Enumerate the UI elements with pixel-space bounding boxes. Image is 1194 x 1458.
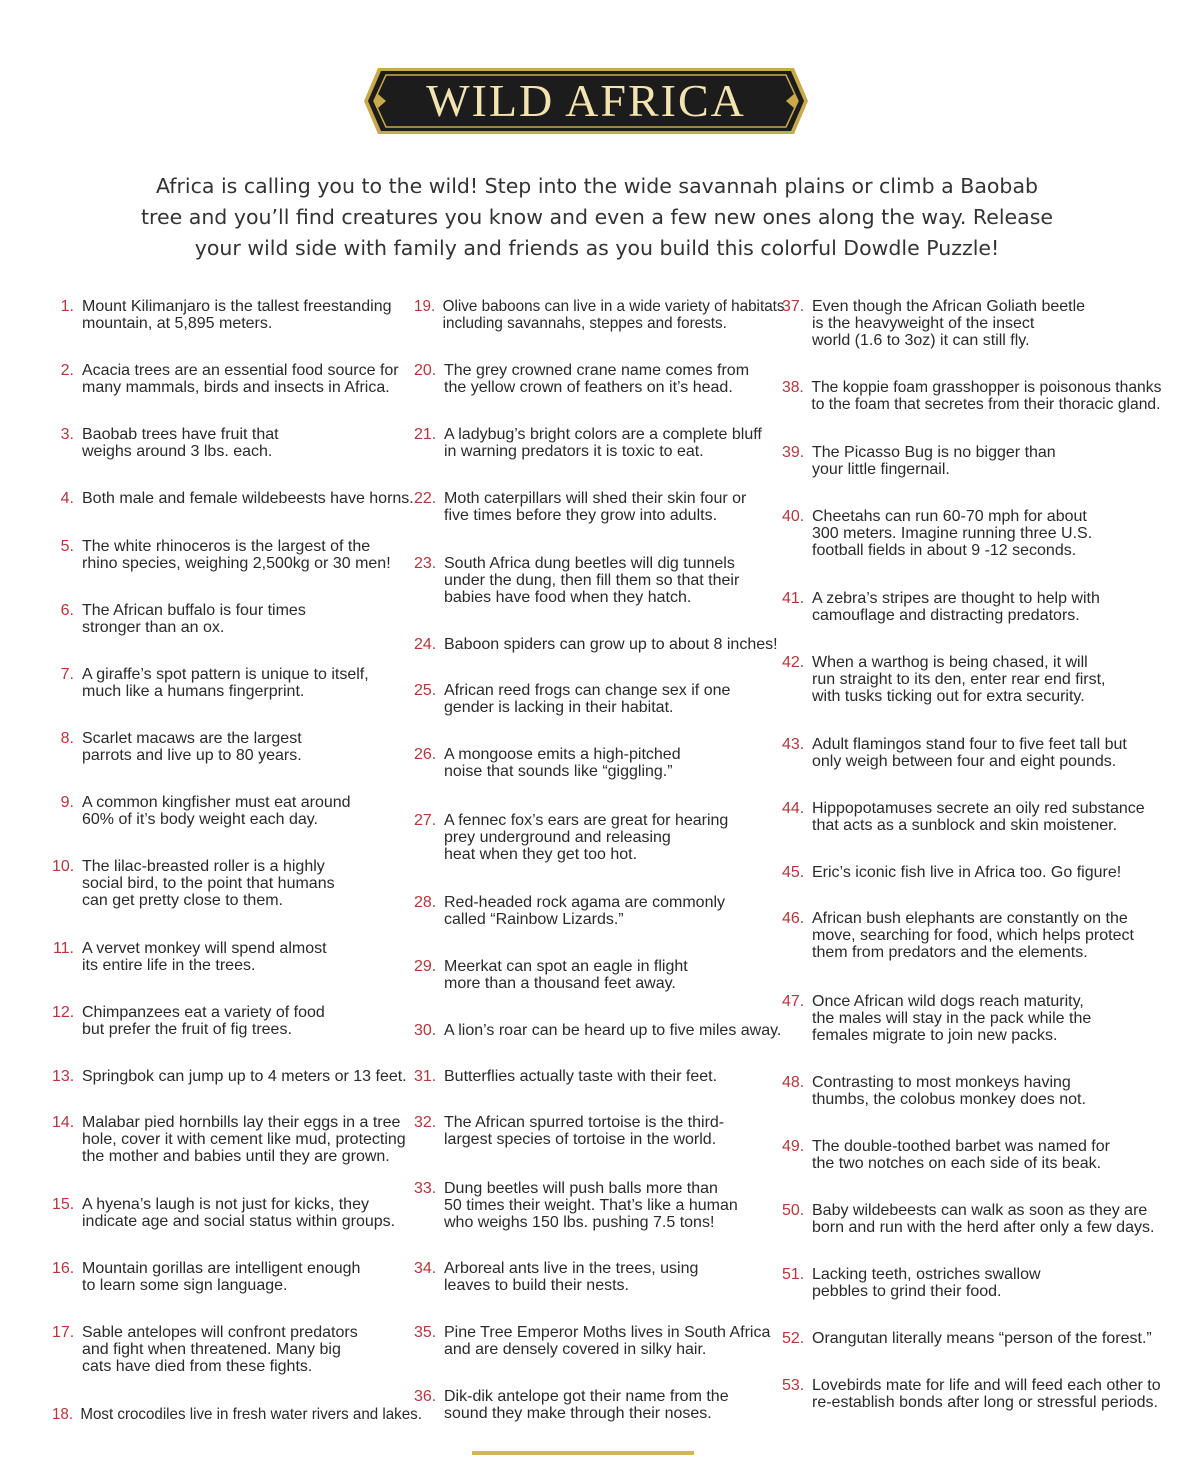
fact-text: Contrasting to most monkeys having thumbs, the colobus monkey does not. xyxy=(812,1074,1086,1108)
fact-number: 49. xyxy=(782,1138,805,1155)
fact-item xyxy=(414,746,681,780)
fact-number: 3. xyxy=(60,426,74,443)
fact-item xyxy=(52,1260,360,1294)
fact-item xyxy=(414,636,778,653)
fact-item xyxy=(52,362,399,396)
fact-text: Springbok can jump up to 4 meters or 13 feet. xyxy=(82,1068,407,1085)
fact-number: 6. xyxy=(60,602,74,619)
fact-number: 47. xyxy=(782,993,805,1010)
fact-item xyxy=(52,538,391,572)
fact-number: 22. xyxy=(414,490,437,507)
fact-text: Even though the African Goliath beetle is the heavyweight of the insect world (1.6 to 3oz) it can still fly. xyxy=(812,298,1086,349)
intro-paragraph: Africa is calling you to the wild! Step into the wide savannah plains or climb a Baobab tree and you’ll find creatures you know and even a few new ones along the way. Release your wild side with family and friends as you build this colorful Dowdle Puzzle! xyxy=(141,174,1053,260)
fact-text: The double-toothed barbet was named for the two notches on each side of its beak. xyxy=(812,1138,1110,1172)
fact-number: 33. xyxy=(414,1180,437,1197)
fact-number: 32. xyxy=(414,1114,437,1131)
fact-number: 36. xyxy=(414,1388,437,1405)
fact-number: 17. xyxy=(52,1324,75,1341)
fact-number: 12. xyxy=(52,1004,75,1021)
fact-item xyxy=(52,730,302,764)
fact-number: 16. xyxy=(52,1260,75,1277)
fact-number: 23. xyxy=(414,555,437,572)
fact-text: A ladybug’s bright colors are a complete bluff in warning predators it is toxic to eat. xyxy=(444,426,762,460)
fact-number: 25. xyxy=(414,682,437,699)
fact-item xyxy=(414,812,728,863)
fact-text: Acacia trees are an essential food source for many mammals, birds and insects in Africa. xyxy=(82,362,399,396)
fact-number: 13. xyxy=(52,1068,75,1085)
fact-number: 21. xyxy=(414,426,437,443)
fact-text: Once African wild dogs reach maturity, the males will stay in the pack while the females migrate to join new packs. xyxy=(812,993,1092,1044)
fact-text: A common kingfisher must eat around 60% of it’s body weight each day. xyxy=(82,794,351,828)
fact-number: 14. xyxy=(52,1114,75,1131)
fact-item xyxy=(414,1180,738,1231)
fact-item xyxy=(52,490,414,507)
fact-number: 38. xyxy=(782,379,804,396)
fact-text: The African spurred tortoise is the third- largest species of tortoise in the world. xyxy=(444,1114,725,1148)
fact-text: Butterflies actually taste with their feet. xyxy=(444,1068,718,1085)
fact-text: A giraffe’s spot pattern is unique to itself, much like a humans fingerprint. xyxy=(82,666,369,700)
fact-text: Red-headed rock agama are commonly called “Rainbow Lizards.” xyxy=(444,894,726,928)
fact-text: The white rhinoceros is the largest of the rhino species, weighing 2,500kg or 30 men! xyxy=(82,538,391,572)
fact-text: Chimpanzees eat a variety of food but prefer the fruit of fig trees. xyxy=(82,1004,325,1038)
fact-item xyxy=(782,444,1056,478)
fact-text: Malabar pied hornbills lay their eggs in a tree hole, cover it with cement like mud, protecting the mother and babies until they are grown. xyxy=(82,1114,406,1165)
fact-item xyxy=(414,894,725,928)
fact-item xyxy=(414,682,730,716)
fact-item xyxy=(414,1022,781,1039)
fact-item xyxy=(414,555,739,606)
fact-text: Hippopotamuses secrete an oily red substance that acts as a sunblock and skin moistener. xyxy=(812,800,1145,834)
fact-text: When a warthog is being chased, it will run straight to its den, enter rear end first, with tusks ticking out for extra security. xyxy=(812,654,1106,705)
fact-item xyxy=(52,940,327,974)
fact-item xyxy=(782,1377,1161,1411)
fact-number: 7. xyxy=(60,666,74,683)
fact-item xyxy=(414,426,762,460)
fact-text: African bush elephants are constantly on the move, searching for food, which helps protect them from predators and the elements. xyxy=(812,910,1134,961)
fact-text: Adult flamingos stand four to five feet tall but only weigh between four and eight pounds. xyxy=(812,736,1127,770)
fact-text: Both male and female wildebeests have horns. xyxy=(82,490,414,507)
fact-number: 4. xyxy=(60,490,74,507)
fact-text: Baby wildebeests can walk as soon as they are born and run with the herd after only a few days. xyxy=(812,1202,1155,1236)
fact-item xyxy=(782,800,1145,834)
fact-number: 41. xyxy=(782,590,805,607)
fact-text: A fennec fox’s ears are great for hearing prey underground and releasing heat when they get too hot. xyxy=(444,812,729,863)
fact-number: 45. xyxy=(782,864,805,881)
fact-item xyxy=(52,1324,358,1375)
fact-text: Baobab trees have fruit that weighs around 3 lbs. each. xyxy=(82,426,279,460)
fact-text: A hyena’s laugh is not just for kicks, they indicate age and social status within groups. xyxy=(82,1196,396,1230)
fact-item xyxy=(52,1068,407,1085)
fact-text: Scarlet macaws are the largest parrots and live up to 80 years. xyxy=(82,730,302,764)
fact-number: 15. xyxy=(52,1196,75,1213)
fact-item xyxy=(414,298,785,332)
fact-item xyxy=(782,654,1105,705)
fact-text: The lilac-breasted roller is a highly social bird, to the point that humans can get pretty close to them. xyxy=(82,858,335,909)
fact-text: Lovebirds mate for life and will feed each other to re-establish bonds after long or stressful periods. xyxy=(812,1377,1161,1411)
fact-item xyxy=(782,298,1085,349)
fact-number: 43. xyxy=(782,736,805,753)
fact-number: 19. xyxy=(414,298,436,315)
fact-number: 40. xyxy=(782,508,805,525)
fact-text: Cheetahs can run 60-70 mph for about 300 meters. Imagine running three U.S. football fields in about 9 -12 seconds. xyxy=(812,508,1093,559)
fact-item xyxy=(414,1068,717,1085)
fact-item xyxy=(414,362,749,396)
fact-item xyxy=(52,666,369,700)
fact-text: The African buffalo is four times stronger than an ox. xyxy=(82,602,306,636)
fact-text: African reed frogs can change sex if one gender is lacking in their habitat. xyxy=(444,682,731,716)
bottom-divider xyxy=(472,1451,694,1455)
fact-item xyxy=(52,1004,325,1038)
fact-number: 52. xyxy=(782,1330,805,1347)
fact-number: 42. xyxy=(782,654,805,671)
fact-item xyxy=(414,490,746,524)
fact-number: 11. xyxy=(52,940,74,957)
fact-number: 34. xyxy=(414,1260,437,1277)
fact-text: Lacking teeth, ostriches swallow pebbles to grind their food. xyxy=(812,1266,1041,1300)
fact-text: A lion’s roar can be heard up to five miles away. xyxy=(444,1022,782,1039)
fact-number: 30. xyxy=(414,1022,437,1039)
fact-item xyxy=(782,1074,1086,1108)
fact-text: Moth caterpillars will shed their skin four or five times before they grow into adults. xyxy=(444,490,747,524)
fact-text: Mountain gorillas are intelligent enough to learn some sign language. xyxy=(82,1260,361,1294)
fact-text: Baboon spiders can grow up to about 8 inches! xyxy=(444,636,778,653)
fact-text: Mount Kilimanjaro is the tallest freestanding mountain, at 5,895 meters. xyxy=(82,298,392,332)
fact-text: Eric’s iconic fish live in Africa too. Go figure! xyxy=(812,864,1122,881)
fact-text: Pine Tree Emperor Moths lives in South Africa and are densely covered in silky hair. xyxy=(444,1324,771,1358)
fact-item xyxy=(52,602,306,636)
fact-text: Orangutan literally means “person of the forest.” xyxy=(812,1330,1152,1347)
fact-number: 9. xyxy=(60,794,74,811)
fact-text: A zebra’s stripes are thought to help with camouflage and distracting predators. xyxy=(812,590,1100,624)
fact-number: 46. xyxy=(782,910,805,927)
fact-number: 18. xyxy=(52,1406,74,1423)
fact-text: Dik-dik antelope got their name from the sound they make through their noses. xyxy=(444,1388,729,1422)
fact-item xyxy=(782,1330,1152,1347)
fact-number: 50. xyxy=(782,1202,805,1219)
fact-number: 28. xyxy=(414,894,437,911)
fact-text: The koppie foam grasshopper is poisonous thanks to the foam that secretes from their thoracic gland. xyxy=(811,379,1162,413)
fact-text: Olive baboons can live in a wide variety of habitats including savannahs, steppes and forests. xyxy=(442,298,785,332)
fact-item xyxy=(782,993,1091,1044)
fact-item xyxy=(782,736,1127,770)
fact-number: 10. xyxy=(52,858,75,875)
fact-number: 35. xyxy=(414,1324,437,1341)
fact-number: 8. xyxy=(60,730,74,747)
fact-item xyxy=(414,958,688,992)
fact-item xyxy=(414,1388,729,1422)
fact-number: 2. xyxy=(60,362,74,379)
fact-number: 24. xyxy=(414,636,437,653)
fact-item xyxy=(52,858,335,909)
fact-number: 48. xyxy=(782,1074,805,1091)
fact-item xyxy=(52,298,392,332)
fact-text: Dung beetles will push balls more than 50 times their weight. That’s like a human who weighs 150 lbs. pushing 7.5 tons! xyxy=(444,1180,738,1231)
fact-item xyxy=(782,1266,1041,1300)
fact-item xyxy=(782,1138,1110,1172)
fact-item xyxy=(782,864,1121,881)
fact-item xyxy=(52,1114,406,1165)
fact-item xyxy=(782,910,1134,961)
fact-item xyxy=(52,1406,422,1423)
title-banner xyxy=(364,68,808,134)
fact-number: 44. xyxy=(782,800,805,817)
fact-text: The grey crowned crane name comes from the yellow crown of feathers on it’s head. xyxy=(444,362,750,396)
fact-number: 39. xyxy=(782,444,805,461)
fact-text: A mongoose emits a high-pitched noise that sounds like “giggling.” xyxy=(444,746,681,780)
fact-number: 37. xyxy=(782,298,805,315)
fact-item xyxy=(782,508,1092,559)
fact-number: 29. xyxy=(414,958,437,975)
fact-item xyxy=(782,1202,1154,1236)
fact-item xyxy=(414,1260,698,1294)
fact-text: Arboreal ants live in the trees, using leaves to build their nests. xyxy=(444,1260,699,1294)
fact-text: A vervet monkey will spend almost its entire life in the trees. xyxy=(82,940,327,974)
fact-item xyxy=(414,1324,770,1358)
fact-item xyxy=(782,590,1100,624)
fact-item xyxy=(52,426,279,460)
fact-item xyxy=(414,1114,724,1148)
fact-text: Most crocodiles live in fresh water rivers and lakes. xyxy=(80,1406,422,1423)
fact-number: 27. xyxy=(414,812,437,829)
fact-number: 5. xyxy=(60,538,74,555)
fact-text: Meerkat can spot an eagle in flight more than a thousand feet away. xyxy=(444,958,688,992)
fact-item xyxy=(52,1196,395,1230)
fact-text: Sable antelopes will confront predators and fight when threatened. Many big cats have died from these fights. xyxy=(82,1324,358,1375)
fact-number: 1. xyxy=(60,298,74,315)
fact-item xyxy=(52,794,351,828)
fact-number: 20. xyxy=(414,362,437,379)
fact-number: 51. xyxy=(782,1266,805,1283)
fact-text: South Africa dung beetles will dig tunnels under the dung, then fill them so that their babies have food when they hatch. xyxy=(444,555,740,606)
fact-number: 26. xyxy=(414,746,437,763)
fact-number: 31. xyxy=(414,1068,437,1085)
fact-item xyxy=(782,379,1161,413)
fact-text: The Picasso Bug is no bigger than your little fingernail. xyxy=(812,444,1056,478)
fact-number: 53. xyxy=(782,1377,805,1394)
page-title: WILD AFRICA xyxy=(426,75,746,126)
